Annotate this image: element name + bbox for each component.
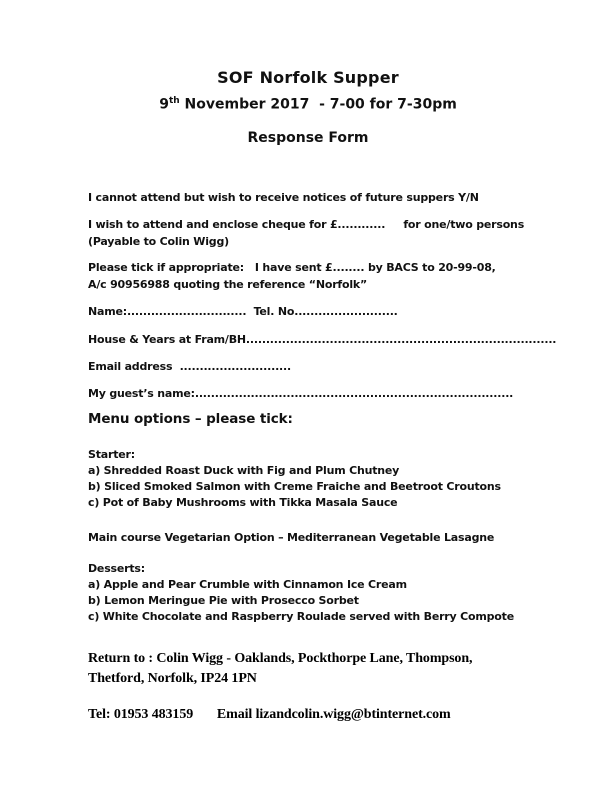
field-email: Email address ............................	[88, 359, 291, 373]
para-attend-cheque	[88, 216, 528, 250]
date-day: 9	[159, 96, 169, 113]
dessert-option-c: c) White Chocolate and Raspberry Roulade served with Berry Compote	[88, 609, 514, 623]
line-attend-payable: (Payable to Colin Wigg)	[88, 234, 229, 248]
main-course-line: Main course Vegetarian Option – Mediterranean Vegetable Lasagne	[88, 530, 495, 544]
return-address-line-2: Thetford, Norfolk, IP24 1PN	[88, 670, 257, 686]
starter-option-b: b) Sliced Smoked Salmon with Creme Fraiche and Beetroot Croutons	[88, 479, 501, 493]
document-content	[0, 68, 612, 725]
contact-line: Tel: 01953 483159 Email lizandcolin.wigg@btinternet.com	[88, 706, 451, 722]
dessert-option-b: b) Lemon Meringue Pie with Prosecco Sorbet	[88, 593, 359, 607]
line-bacs-2: A/c 90956988 quoting the reference “Norfolk”	[88, 277, 368, 291]
field-house-years: House & Years at Fram/BH..............................................................................	[88, 332, 557, 346]
event-title: SOF Norfolk Supper	[217, 68, 399, 87]
desserts-label: Desserts:	[88, 561, 145, 575]
starter-label: Starter:	[88, 447, 135, 461]
para-bacs	[88, 259, 528, 293]
starter-section	[88, 447, 528, 511]
desserts-section	[88, 561, 528, 625]
starter-option-a: a) Shredded Roast Duck with Fig and Plum Chutney	[88, 463, 400, 477]
date-ordinal-superscript: th	[168, 96, 180, 106]
field-name-tel: Name:.............................. Tel. No..........................	[88, 304, 398, 318]
dessert-option-a: a) Apple and Pear Crumble with Cinnamon Ice Cream	[88, 577, 407, 591]
line-attend-cheque: I wish to attend and enclose cheque for £............ for one/two persons	[88, 217, 525, 231]
date-rest: November 2017 - 7-00 for 7-30pm	[179, 96, 457, 113]
menu-options-heading: Menu options – please tick:	[88, 410, 293, 427]
return-address-block	[88, 649, 528, 689]
return-address-line-1: Return to : Colin Wigg - Oaklands, Pockthorpe Lane, Thompson,	[88, 650, 473, 666]
line-cannot-attend: I cannot attend but wish to receive notices of future suppers Y/N	[88, 190, 479, 204]
field-guest-name: My guest’s name:................................................................................	[88, 386, 514, 400]
event-datetime	[88, 93, 528, 114]
starter-option-c: c) Pot of Baby Mushrooms with Tikka Masala Sauce	[88, 495, 398, 509]
form-title: Response Form	[247, 129, 369, 146]
line-bacs-1: Please tick if appropriate: I have sent £........ by BACS to 20-99-08,	[88, 260, 496, 274]
